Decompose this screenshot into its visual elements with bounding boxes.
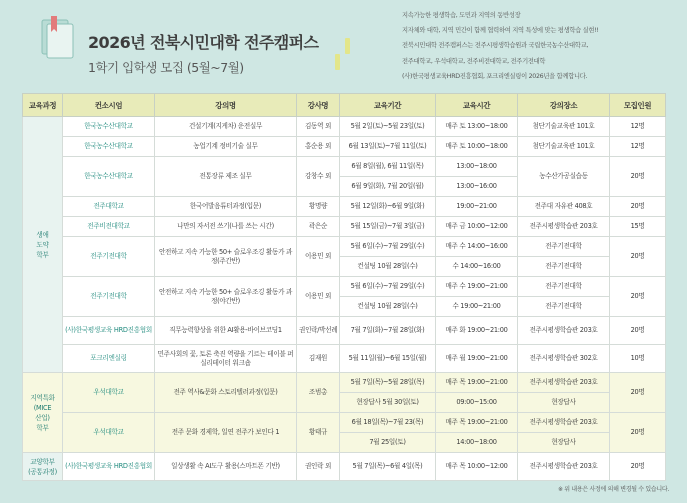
- time-cell: 매주 수 14:00~16:00: [436, 237, 518, 257]
- place-cell: 전주시평생학습관 203호: [518, 373, 610, 393]
- category-label: 지역특화 (MICE 산업) 학부: [30, 393, 55, 432]
- place-cell: 농수산가공실습동: [518, 157, 610, 197]
- count-cell: 12명: [610, 137, 666, 157]
- time-cell: 수 19:00~21:00: [436, 297, 518, 317]
- teacher-cell: 권인락/박선례: [297, 317, 340, 345]
- place-cell: 현장답사: [518, 393, 610, 413]
- count-cell: 20명: [610, 373, 666, 413]
- table-row: [23, 317, 666, 345]
- column-header: 강의명: [155, 94, 297, 117]
- count-cell: 20명: [610, 317, 666, 345]
- place-cell: 첨단기술교육관 101호: [518, 117, 610, 137]
- consortium-cell: 한국농수산대학교: [63, 157, 155, 197]
- period-cell: 6월 18일(목)~7월 23(목): [340, 413, 436, 433]
- deco-bar: [335, 54, 340, 70]
- place-cell: 현장답사: [518, 433, 610, 453]
- category-cell: [23, 373, 63, 453]
- count-cell: 20명: [610, 413, 666, 453]
- intro-line: 지자체와 대학, 지역 민간이 함께 협력하여 지역 특성에 맞는 평생학습 실현!!: [402, 27, 599, 35]
- category-label: 생애 도약 학부: [36, 230, 49, 259]
- place-cell: 전주기전대학: [518, 257, 610, 277]
- period-cell: 6월 13일(토)~7월 11일(토): [340, 137, 436, 157]
- count-cell: 20명: [610, 453, 666, 481]
- place-cell: 전주기전대학: [518, 297, 610, 317]
- period-cell: 컨설팅 10월 28일(수): [340, 297, 436, 317]
- place-cell: 전주시평생학습관 203호: [518, 413, 610, 433]
- time-cell: 매주 토 13:00~18:00: [436, 117, 518, 137]
- place-cell: 첨단기술교육관 101호: [518, 137, 610, 157]
- count-cell: 20명: [610, 237, 666, 277]
- deco-bar: [345, 38, 350, 54]
- table-row: [23, 197, 666, 217]
- teacher-cell: 이용민 외: [297, 237, 340, 277]
- consortium-cell: 한국농수산대학교: [63, 137, 155, 157]
- time-cell: 13:00~18:00: [436, 157, 518, 177]
- place-cell: 전주시평생학습관 203호: [518, 317, 610, 345]
- book-stack-icon: [38, 14, 78, 62]
- column-header: 강사명: [297, 94, 340, 117]
- consortium-cell: 전주비전대학교: [63, 217, 155, 237]
- time-cell: 수 14:00~16:00: [436, 257, 518, 277]
- column-header: 컨소시엄: [63, 94, 155, 117]
- teacher-cell: 김동역 외: [297, 117, 340, 137]
- table-row: [23, 137, 666, 157]
- intro-line: 전북시민대학 전주캠퍼스는 전주시평생학습원과 국립한국농수산대학교,: [402, 42, 589, 50]
- consortium-cell: 우석대학교: [63, 373, 155, 413]
- footnote: ※ 위 내용은 사정에 의해 변경될 수 있습니다.: [557, 486, 669, 493]
- consortium-cell: (사)한국평생교육 HRD진흥협회: [63, 317, 155, 345]
- period-cell: 5월 7일(목)~5월 28일(목): [340, 373, 436, 393]
- course-cell: 전통장류 제조 실무: [155, 157, 297, 197]
- course-cell: 건설기계(지게차) 운전실무: [155, 117, 297, 137]
- teacher-cell: 황태규: [297, 413, 340, 453]
- time-cell: 매주 토 10:00~18:00: [436, 137, 518, 157]
- table-row: [23, 413, 666, 433]
- consortium-cell: 전주대학교: [63, 197, 155, 217]
- consortium-cell: 포크리엔실링: [63, 345, 155, 373]
- time-cell: 09:00~15:00: [436, 393, 518, 413]
- teacher-cell: 김재원: [297, 345, 340, 373]
- intro-line: 전주대학교, 우석대학교, 전주비전대학교, 전주기전대학: [402, 57, 546, 65]
- period-cell: 5월 11일(월)~6월 15일(월): [340, 345, 436, 373]
- period-cell: 7월 7일(화)~7월 28일(화): [340, 317, 436, 345]
- place-cell: 전주시평생학습관 302호: [518, 345, 610, 373]
- course-cell: 안전하고 지속 가능한 50+ 슬로우조깅 활동가 과정(야간반): [155, 277, 297, 317]
- table-row: [23, 117, 666, 137]
- course-cell: 안전하고 지속 가능한 50+ 슬로우조깅 활동가 과정(주간반): [155, 237, 297, 277]
- time-cell: 14:00~18:00: [436, 433, 518, 453]
- count-cell: 20명: [610, 197, 666, 217]
- time-cell: 매주 목 10:00~12:00: [436, 453, 518, 481]
- course-cell: 전주 역사&문화 스토리텔러과정(입문): [155, 373, 297, 413]
- teacher-cell: 조범총: [297, 373, 340, 413]
- time-cell: 매주 목 19:00~21:00: [436, 373, 518, 393]
- time-cell: 매주 목 19:00~21:00: [436, 413, 518, 433]
- time-cell: 매주 금 10:00~12:00: [436, 217, 518, 237]
- column-header: 교육기간: [340, 94, 436, 117]
- period-cell: 5월 7일(목)~6월 4일(목): [340, 453, 436, 481]
- period-cell: 5월 6일(수)~7월 29일(수): [340, 277, 436, 297]
- column-header: 강의장소: [518, 94, 610, 117]
- count-cell: 15명: [610, 217, 666, 237]
- teacher-cell: 황명량: [297, 197, 340, 217]
- count-cell: 20명: [610, 277, 666, 317]
- place-cell: 전주시평생학습관 203호: [518, 217, 610, 237]
- consortium-cell: 우석대학교: [63, 413, 155, 453]
- period-cell: 5월 12일(화)~6월 9일(화): [340, 197, 436, 217]
- table-row: [23, 277, 666, 297]
- period-cell: 7월 25일(토): [340, 433, 436, 453]
- course-cell: 민주사회의 꽃, 토론 축진 역량을 기르는 테이블 퍼실리테이터 워크숍: [155, 345, 297, 373]
- intro-line: (사)한국평생교육HRD진흥협회, 포크리엔실링이 2026년을 함께합니다.: [402, 72, 588, 80]
- course-cell: 일상생활 속 AI도구 활용(스마트폰 기반): [155, 453, 297, 481]
- consortium-cell: 전주기전대학: [63, 277, 155, 317]
- teacher-cell: 홍순용 외: [297, 137, 340, 157]
- period-cell: 5월 15일(금)~7월 3일(금): [340, 217, 436, 237]
- time-cell: 19:00~21:00: [436, 197, 518, 217]
- course-cell: 나만의 자서전 쓰기(나를 쓰는 시간): [155, 217, 297, 237]
- course-cell: 전주 문화 경제학, 일연 전주가 보인다 1: [155, 413, 297, 453]
- place-cell: 전주기전대학: [518, 277, 610, 297]
- place-cell: 전주시평생학습관 203호: [518, 453, 610, 481]
- teacher-cell: 강창수 외: [297, 157, 340, 197]
- page-title: 2026년 전북시민대학 전주캠퍼스: [88, 33, 319, 52]
- course-cell: 직무능력향상을 위한 AI활용-바이브코딩1: [155, 317, 297, 345]
- time-cell: 13:00~16:00: [436, 177, 518, 197]
- table-row: [23, 373, 666, 393]
- column-header: 모집인원: [610, 94, 666, 117]
- period-cell: 5월 6일(수)~7월 29일(수): [340, 237, 436, 257]
- table-row: [23, 217, 666, 237]
- category-cell: [23, 453, 63, 481]
- time-cell: 매주 월 19:00~21:00: [436, 345, 518, 373]
- category-label: 교양학부 (공통과정): [28, 457, 57, 476]
- table-row: [23, 345, 666, 373]
- column-header: 교육시간: [436, 94, 518, 117]
- period-cell: 컨설팅 10월 28일(수): [340, 257, 436, 277]
- place-cell: 전주기전대학: [518, 237, 610, 257]
- count-cell: 12명: [610, 117, 666, 137]
- intro-line: 지속가능한 평생학습, 도민과 지역의 동반성장: [402, 12, 521, 19]
- consortium-cell: 전주기전대학: [63, 237, 155, 277]
- teacher-cell: 곽은순: [297, 217, 340, 237]
- table-header-row: [23, 94, 666, 117]
- time-cell: 매주 수 19:00~21:00: [436, 277, 518, 297]
- teacher-cell: 이용민 외: [297, 277, 340, 317]
- table-row: [23, 237, 666, 257]
- consortium-cell: 한국농수산대학교: [63, 117, 155, 137]
- category-cell: [23, 117, 63, 373]
- period-cell: 6월 9일(화), 7월 20일(월): [340, 177, 436, 197]
- table-row: [23, 453, 666, 481]
- teacher-cell: 권인락 외: [297, 453, 340, 481]
- schedule-table: [22, 93, 666, 481]
- period-cell: 6월 8일(월), 6월 11일(목): [340, 157, 436, 177]
- page-subtitle: 1학기 입학생 모집 (5월~7월): [88, 60, 244, 75]
- course-cell: 농업기계 정비기술 실무: [155, 137, 297, 157]
- period-cell: 5월 2일(토)~5월 23일(토): [340, 117, 436, 137]
- consortium-cell: (사)한국평생교육 HRD진흥협회: [63, 453, 155, 481]
- intro-text: [402, 8, 682, 84]
- count-cell: 10명: [610, 345, 666, 373]
- place-cell: 전주대 자유관 408호: [518, 197, 610, 217]
- column-header: 교육과정: [23, 94, 63, 117]
- course-cell: 한국어발음튜터과정(입문): [155, 197, 297, 217]
- period-cell: 현장답사 5월 30일(토): [340, 393, 436, 413]
- time-cell: 매주 화 19:00~21:00: [436, 317, 518, 345]
- table-row: [23, 157, 666, 177]
- count-cell: 20명: [610, 157, 666, 197]
